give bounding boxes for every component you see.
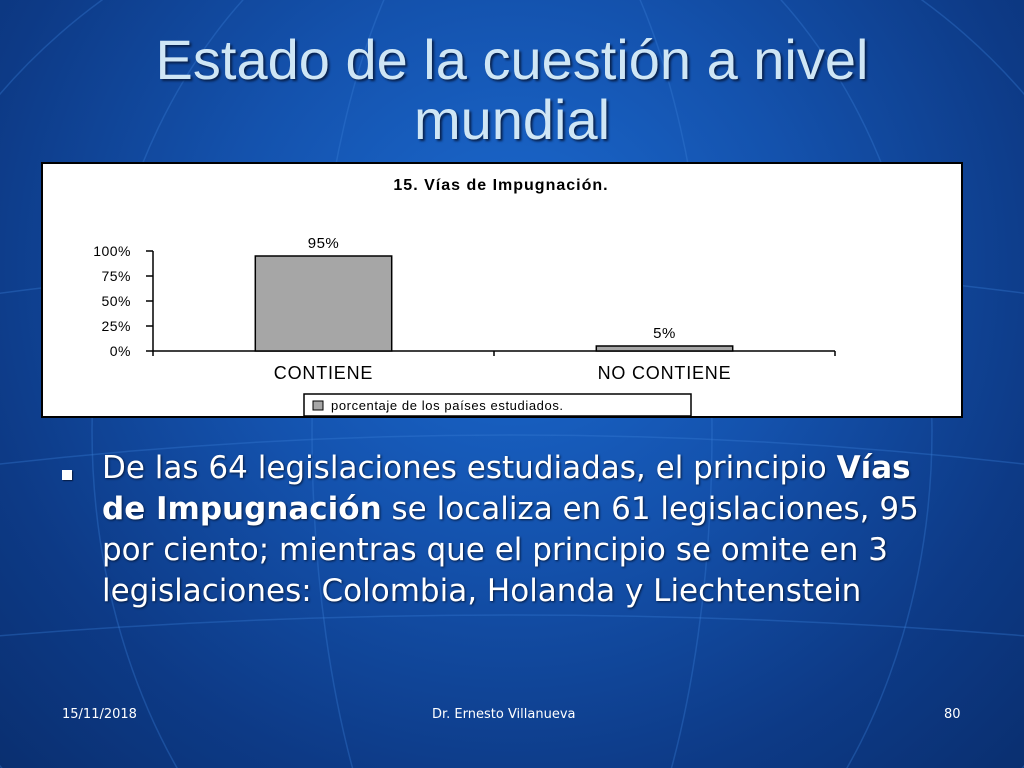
y-tick-label: 25% xyxy=(101,318,131,334)
chart-legend xyxy=(304,394,691,416)
bullet-text-part2: se localiza en 61 legislaciones, 95 por ciento; mientras que el principio se omite en 3 legislaciones: Colombia, Holanda y Liechtenstein xyxy=(102,491,919,609)
bullet-item xyxy=(102,448,932,612)
y-tick-label: 100% xyxy=(93,243,131,259)
legend-swatch xyxy=(313,401,323,410)
bullet-text-bold: Vías de Impugnación xyxy=(102,450,911,527)
bullet-square-icon xyxy=(62,470,72,480)
y-tick-label: 0% xyxy=(109,343,131,359)
bullet-text-part1: De las 64 legislaciones estudiadas, el principio xyxy=(102,450,837,486)
legend-label: porcentaje de los países estudiados. xyxy=(331,398,564,413)
footer-date: 15/11/2018 xyxy=(62,707,137,722)
slide-title: Estado de la cuestión a nivel mundial xyxy=(155,28,869,151)
footer-page-number: 80 xyxy=(944,707,961,722)
bar-chart xyxy=(43,164,961,416)
y-tick-label: 50% xyxy=(101,293,131,309)
bar xyxy=(255,256,391,351)
chart-title: 15. Vías de Impugnación. xyxy=(393,177,609,194)
x-category-label: NO CONTIENE xyxy=(597,363,732,383)
x-category-label: CONTIENE xyxy=(273,363,374,383)
footer-author: Dr. Ernesto Villanueva xyxy=(432,707,576,722)
chart-panel xyxy=(41,162,963,418)
y-tick-label: 75% xyxy=(101,268,131,284)
data-label: 5% xyxy=(653,325,676,342)
bar xyxy=(596,346,732,351)
data-label: 95% xyxy=(307,235,340,252)
